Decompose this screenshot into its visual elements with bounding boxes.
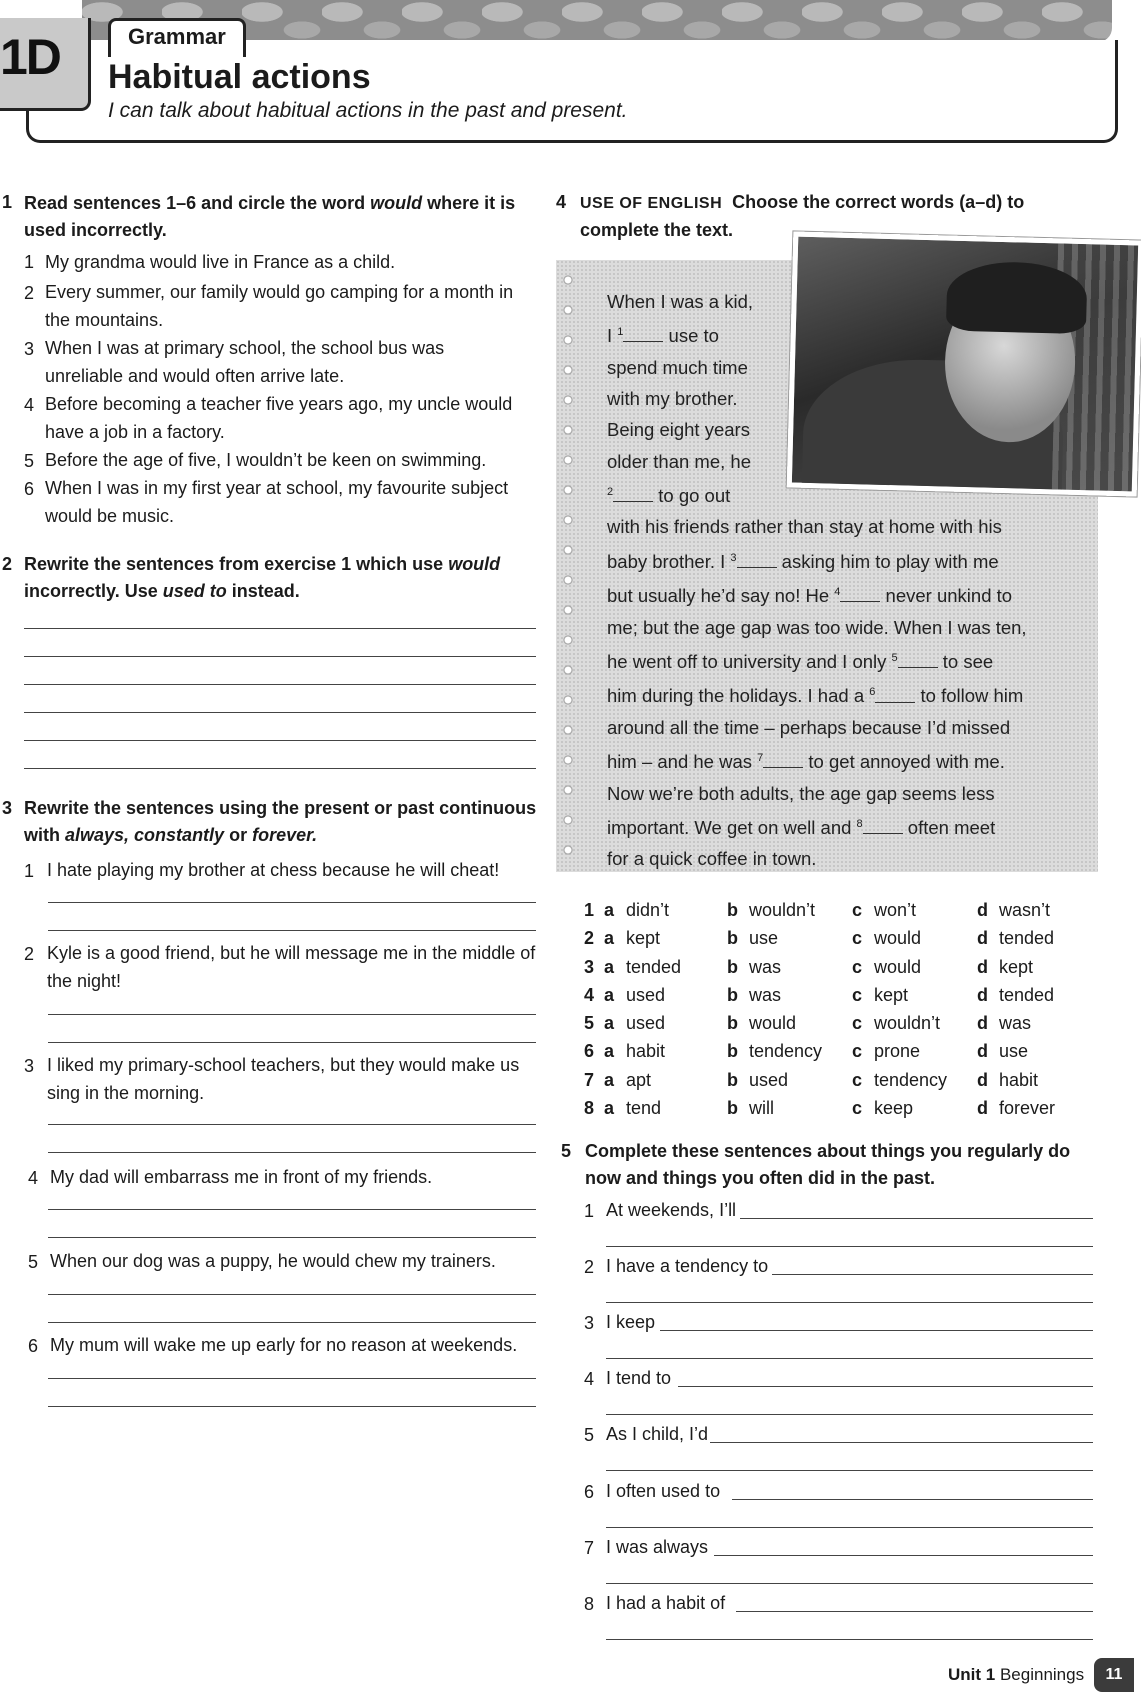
ex5-item-text: I had a habit of — [606, 1593, 726, 1613]
option-b[interactable]: was — [749, 984, 782, 1005]
option-a[interactable]: tended — [626, 956, 682, 977]
option-d[interactable]: was — [999, 1013, 1032, 1034]
option-a[interactable]: habit — [626, 1041, 666, 1062]
options-number: 4 — [584, 984, 595, 1005]
page-subtitle: I can talk about habitual actions in the past and present. — [108, 99, 628, 122]
ex4-instruction: USE OF ENGLISH Choose the correct words (a–d) to complete the text. — [580, 192, 1025, 240]
ex3-item-text: I hate playing my brother at chess because he will cheat! — [47, 860, 500, 880]
footer-unit: Unit 1 Beginnings — [948, 1665, 1085, 1684]
option-letter: d — [977, 956, 988, 977]
gap-1[interactable] — [623, 341, 663, 342]
option-letter: b — [727, 956, 738, 977]
ex1-item-number: 4 — [24, 395, 35, 415]
answer-line[interactable] — [48, 1042, 536, 1043]
option-b[interactable]: use — [749, 928, 779, 949]
option-letter: c — [852, 1041, 863, 1062]
option-a[interactable]: didn’t — [626, 900, 670, 920]
ex5-item-number: 7 — [584, 1538, 595, 1558]
answer-line[interactable] — [606, 1414, 1093, 1415]
option-letter: c — [852, 1013, 863, 1034]
option-c[interactable]: would — [874, 928, 922, 949]
ex1-item-text: My grandma would live in France as a child. — [45, 252, 396, 272]
answer-line[interactable] — [48, 1294, 536, 1295]
option-letter: d — [977, 928, 988, 949]
ex3-item-number: 2 — [24, 944, 35, 964]
ex1-item-number: 3 — [24, 339, 35, 359]
ex3-number: 3 — [2, 798, 13, 818]
ex3-item-number: 1 — [24, 861, 35, 881]
ex3-item-text: When our dog was a puppy, he would chew my trainers. — [50, 1251, 496, 1271]
ex5-number: 5 — [561, 1141, 572, 1161]
ex5-item-number: 2 — [584, 1257, 595, 1277]
option-letter: d — [977, 900, 988, 920]
answer-line[interactable] — [24, 684, 536, 685]
ex2-instruction: Rewrite the sentences from exercise 1 which use would incorrectly. Use used to instead. — [24, 554, 501, 601]
option-d[interactable]: tended — [999, 928, 1055, 949]
answer-line[interactable] — [24, 656, 536, 657]
option-d[interactable]: forever — [999, 1098, 1056, 1119]
answer-line[interactable] — [606, 1583, 1093, 1584]
option-b[interactable]: used — [749, 1069, 789, 1090]
option-letter: a — [604, 1098, 615, 1119]
ex5-item-text: I have a tendency to — [606, 1256, 769, 1276]
option-letter: c — [852, 900, 863, 920]
options-number: 5 — [584, 1013, 595, 1034]
options-row — [584, 981, 1080, 1009]
gap-8[interactable] — [863, 833, 903, 834]
ex1-item-text: Before the age of five, I wouldn’t be keen on swimming. — [45, 450, 487, 470]
ex1-item-text: When I was in my first year at school, my favourite subject would be music. — [45, 478, 509, 526]
option-letter: c — [852, 1069, 863, 1090]
answer-line[interactable] — [710, 1442, 1093, 1443]
ex5-item-number: 5 — [584, 1425, 595, 1445]
ex3-item-text: My dad will embarrass me in front of my friends. — [50, 1167, 433, 1187]
ex5-item-text: I was always — [606, 1537, 709, 1557]
option-letter: b — [727, 984, 738, 1005]
option-letter: b — [727, 1013, 738, 1034]
option-b[interactable]: will — [749, 1098, 774, 1119]
page-number: 11 — [1094, 1658, 1134, 1692]
ex5-item-text: I keep — [606, 1312, 656, 1332]
gap-4[interactable] — [840, 601, 880, 602]
options-row — [584, 1009, 1080, 1037]
options-number: 2 — [584, 928, 595, 949]
option-c[interactable]: prone — [874, 1041, 921, 1062]
ex3-item-text: My mum will wake me up early for no reason at weekends. — [50, 1335, 518, 1355]
gap-5[interactable] — [898, 667, 938, 668]
ex3-item-number: 3 — [24, 1056, 35, 1076]
option-d[interactable]: use — [999, 1041, 1029, 1062]
option-letter: c — [852, 928, 863, 949]
option-c[interactable]: tendency — [874, 1069, 948, 1090]
option-c[interactable]: won’t — [874, 900, 917, 920]
option-b[interactable]: wouldn’t — [749, 900, 816, 920]
ex5-item-text: I tend to — [606, 1368, 672, 1388]
answer-line[interactable] — [24, 768, 536, 769]
options-number: 7 — [584, 1069, 595, 1090]
spiral-binding — [556, 270, 582, 860]
ex1-item-number: 5 — [24, 451, 35, 471]
answer-line[interactable] — [48, 930, 536, 931]
ex5-item-number: 8 — [584, 1594, 595, 1614]
options-number: 6 — [584, 1041, 595, 1062]
section-label: Grammar — [128, 24, 226, 49]
ex3-item-number: 5 — [28, 1252, 39, 1272]
options-number: 3 — [584, 956, 595, 977]
ex5-item-number: 4 — [584, 1369, 595, 1389]
option-letter: d — [977, 1069, 988, 1090]
option-letter: b — [727, 1098, 738, 1119]
answer-line[interactable] — [772, 1274, 1093, 1275]
option-c[interactable]: would — [874, 956, 922, 977]
options-row — [584, 1066, 1080, 1094]
option-letter: a — [604, 1013, 615, 1034]
ex5-item-number: 3 — [584, 1313, 595, 1333]
answer-line[interactable] — [48, 1406, 536, 1407]
ex1-number: 1 — [2, 192, 13, 212]
gap-2[interactable] — [613, 501, 653, 502]
option-letter: d — [977, 1013, 988, 1034]
ex2-number: 2 — [2, 554, 13, 574]
option-letter: a — [604, 956, 615, 977]
option-b[interactable]: tendency — [749, 1041, 823, 1062]
unit-code: 1D — [0, 29, 60, 85]
answer-line[interactable] — [48, 1124, 536, 1125]
ex1-item-number: 2 — [24, 283, 35, 303]
option-d[interactable]: wasn’t — [999, 900, 1051, 920]
answer-line[interactable] — [732, 1499, 1093, 1500]
options-row — [584, 1037, 1080, 1065]
option-a[interactable]: tend — [626, 1098, 662, 1119]
options-number: 1 — [584, 900, 595, 920]
answer-line[interactable] — [606, 1470, 1093, 1471]
answer-line[interactable] — [48, 1152, 536, 1153]
ex5-item-text: At weekends, I’ll — [606, 1200, 737, 1220]
answer-line[interactable] — [48, 1209, 536, 1210]
answer-line[interactable] — [606, 1246, 1093, 1247]
answer-line[interactable] — [606, 1358, 1093, 1359]
ex5-instruction: Complete these sentences about things you regularly do now and things you often did in the past. — [585, 1141, 1071, 1188]
answer-line[interactable] — [48, 1378, 536, 1379]
option-d[interactable]: kept — [999, 956, 1034, 977]
option-a[interactable]: used — [626, 1013, 666, 1034]
gap-7[interactable] — [763, 767, 803, 768]
ex3-item-text: I liked my primary-school teachers, but they would make us sing in the morning. — [47, 1055, 520, 1103]
answer-line[interactable] — [24, 712, 536, 713]
ex1-item-number: 6 — [24, 479, 35, 499]
option-letter: d — [977, 1098, 988, 1119]
ex1-item-text: Every summer, our family would go camping for a month in the mountains. — [45, 282, 514, 330]
answer-line[interactable] — [48, 902, 536, 903]
option-a[interactable]: kept — [626, 928, 661, 949]
answer-line[interactable] — [48, 1237, 536, 1238]
answer-line[interactable] — [740, 1218, 1093, 1219]
option-letter: c — [852, 1098, 863, 1119]
ex1-item-text: Before becoming a teacher five years ago, my uncle would have a job in a factory. — [45, 394, 513, 442]
page-title: Habitual actions — [108, 58, 371, 96]
option-d[interactable]: habit — [999, 1069, 1039, 1090]
option-a[interactable]: used — [626, 984, 666, 1005]
options-row — [584, 1094, 1080, 1122]
options-row — [584, 953, 1080, 981]
answer-line[interactable] — [714, 1555, 1093, 1556]
option-letter: a — [604, 900, 615, 920]
options-row — [584, 924, 1080, 952]
ex3-instruction: Rewrite the sentences using the present or past continuous with always, constantly or forever. — [24, 798, 537, 845]
option-c[interactable]: wouldn’t — [874, 1013, 941, 1034]
option-letter: c — [852, 984, 863, 1005]
answer-line[interactable] — [606, 1302, 1093, 1303]
ex1-instruction: Read sentences 1–6 and circle the word would where it is used incorrectly. — [24, 193, 516, 240]
gap-6[interactable] — [875, 702, 915, 703]
ex3-item-text: Kyle is a good friend, but he will message me in the middle of the night! — [47, 943, 536, 991]
answer-line[interactable] — [48, 1322, 536, 1323]
option-a[interactable]: apt — [626, 1069, 652, 1090]
option-letter: b — [727, 1041, 738, 1062]
option-letter: d — [977, 1041, 988, 1062]
option-letter: c — [852, 956, 863, 977]
ex3-item-number: 6 — [28, 1336, 39, 1356]
ex5-item-text: I often used to — [606, 1481, 721, 1501]
option-c[interactable]: keep — [874, 1098, 914, 1119]
option-letter: a — [604, 928, 615, 949]
answer-line[interactable] — [24, 628, 536, 629]
option-b[interactable]: would — [749, 1013, 797, 1034]
answer-line[interactable] — [606, 1527, 1093, 1528]
answer-options-table — [584, 896, 1080, 1122]
options-number: 8 — [584, 1098, 595, 1119]
ex5-item-number: 1 — [584, 1201, 595, 1221]
ex5-item-text: As I child, I’d — [606, 1424, 709, 1444]
option-d[interactable]: tended — [999, 984, 1055, 1005]
answer-line[interactable] — [678, 1386, 1093, 1387]
answer-line[interactable] — [48, 1014, 536, 1015]
options-row — [584, 896, 1080, 924]
reading-text: When I was a kid, I $^1$ use to spend much time with my brother. Being eight years older than me, he $^2$ to go out with his friends rather than stay at home with his baby brother. I $^3$ asking him to play with me but usually he’d say no! He $^4$ never unkind to me; but the age gap was too wide. When I was ten, he went off to university and I only $^5$ to see him during the holidays. I had a $^6$ to follow him around all the time – perhaps because I’d missed him – and he was $^7$ to get annoyed with me. Now we’re both adults, the age gap seems less important. We get on well and $^8$ often meet for a quick coffee in town. — [607, 291, 1027, 870]
option-letter: d — [977, 984, 988, 1005]
ex1-item-text: When I was at primary school, the school bus was unreliable and would often arrive late. — [45, 338, 445, 386]
answer-line[interactable] — [660, 1330, 1093, 1331]
answer-line[interactable] — [606, 1639, 1093, 1640]
option-letter: a — [604, 1041, 615, 1062]
option-letter: b — [727, 900, 738, 920]
answer-line[interactable] — [736, 1611, 1093, 1612]
answer-line[interactable] — [24, 740, 536, 741]
option-b[interactable]: was — [749, 956, 782, 977]
ex3-item-number: 4 — [28, 1168, 39, 1188]
option-c[interactable]: kept — [874, 984, 909, 1005]
ex5-item-number: 6 — [584, 1482, 595, 1502]
gap-3[interactable] — [737, 567, 777, 568]
ex1-item-number: 1 — [24, 252, 35, 272]
ex4-number: 4 — [556, 192, 567, 212]
option-letter: b — [727, 928, 738, 949]
option-letter: b — [727, 1069, 738, 1090]
option-letter: a — [604, 1069, 615, 1090]
option-letter: a — [604, 984, 615, 1005]
